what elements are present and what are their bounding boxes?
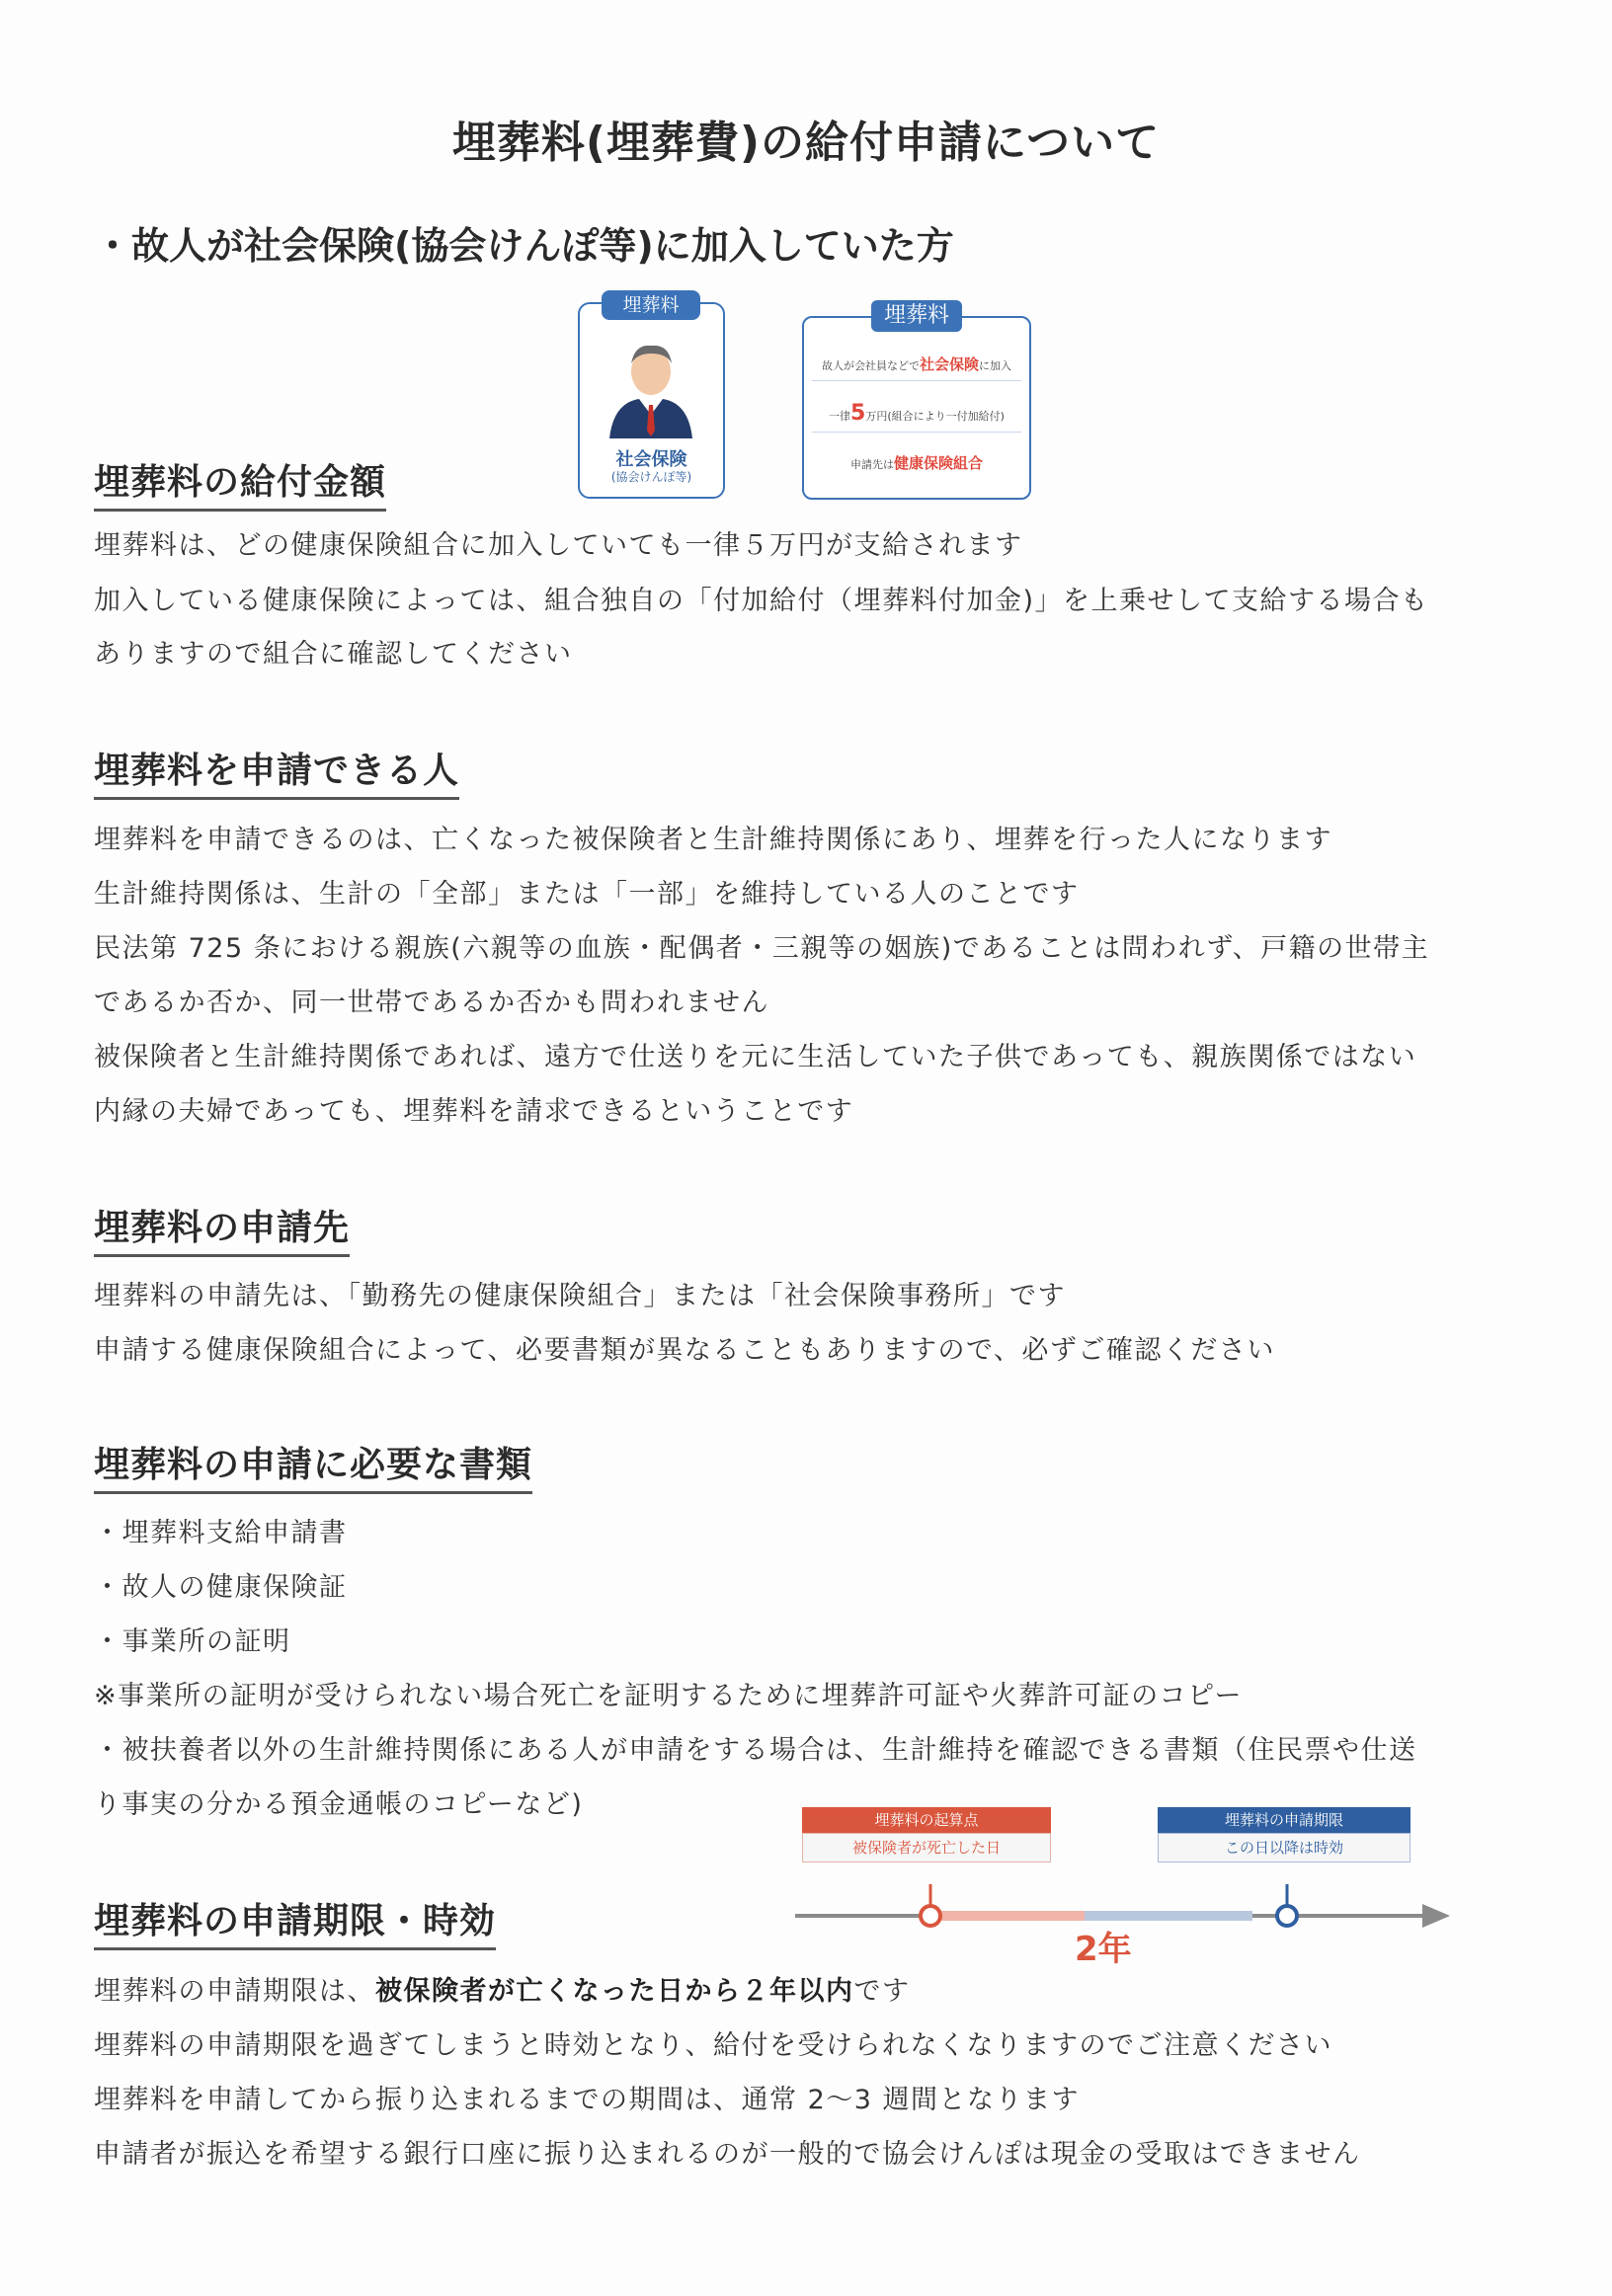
- deadline-line-4: 申請者が振込を希望する銀行口座に振り込まれるのが一般的で協会けんぽは現金の受取はできません: [94, 2139, 1361, 2170]
- applicant-line-5: 被保険者と生計維持関係であれば、遠方で仕送りを元に生活していた子供であっても、親族関係ではない: [94, 1042, 1417, 1072]
- heading-amount: 埋葬料の給付金額: [94, 454, 386, 512]
- amount-line-3: ありますので組合に確認してください: [94, 639, 573, 670]
- documents-line-6: り事実の分かる預金通帳のコピーなど): [94, 1789, 584, 1820]
- deadline-line-3: 埋葬料を申請してから振り込まれるまでの期間は、通常 2～3 週間となります: [94, 2085, 1081, 2115]
- destination-line-1: 埋葬料の申請先は、「勤務先の健康保険組合」または「社会保険事務所」です: [94, 1281, 1066, 1311]
- amount-line-2: 加入している健康保険によっては、組合独自の「付加給付（埋葬料付加金)」を上乗せして支給する場合も: [94, 586, 1429, 616]
- card1-sub: (協会けんぽ等): [610, 470, 692, 484]
- timeline-start-marker: [921, 1906, 940, 1926]
- timeline-end-box: [1158, 1807, 1410, 1862]
- documents-line-2: ・故人の健康保険証: [94, 1572, 348, 1603]
- applicant-line-1: 埋葬料を申請できるのは、亡くなった被保険者と生計維持関係にあり、埋葬を行った人になります: [94, 825, 1332, 855]
- timeline-start-sub: 被保険者が死亡した日: [802, 1833, 1051, 1862]
- applicant-line-4: であるか否か、同一世帯であるか否かも問われません: [94, 988, 769, 1018]
- heading-destination: 埋葬料の申請先: [94, 1200, 350, 1257]
- timeline-period: 2年: [1075, 1930, 1132, 1969]
- documents-line-5: ・被扶養者以外の生計維持関係にある人が申請をする場合は、生計維持を確認できる書類（住民票や仕送: [94, 1735, 1417, 1766]
- documents-line-3: ・事業所の証明: [94, 1626, 291, 1657]
- card1-tag: 埋葬料: [602, 290, 700, 320]
- heading-documents: 埋葬料の申請に必要な書類: [94, 1437, 532, 1494]
- card1-label: 社会保険: [615, 449, 687, 470]
- applicant-line-6: 内縁の夫婦であっても、埋葬料を請求できるということです: [94, 1096, 854, 1127]
- timeline-start-box: [802, 1807, 1051, 1862]
- documents-line-4: ※事業所の証明が受けられない場合死亡を証明するために埋葬許可証や火葬許可証のコピー: [94, 1681, 1244, 1711]
- deadline-emphasis: 被保険者が亡くなった日から２年以内: [375, 1976, 854, 2007]
- deadline-line-1: 埋葬料の申請期限は、被保険者が亡くなった日から２年以内です: [94, 1976, 911, 2007]
- timeline-end-sub: この日以降は時効: [1158, 1833, 1410, 1862]
- documents-line-1: ・埋葬料支給申請書: [94, 1518, 348, 1548]
- intro-line: ・故人が社会保険(協会けんぽ等)に加入していた方: [94, 224, 954, 268]
- timeline-start-title: 埋葬料の起算点: [802, 1807, 1051, 1833]
- destination-line-2: 申請する健康保険組合によって、必要書類が異なることもありますので、必ずご確認ください: [94, 1335, 1275, 1366]
- card2-row-2: 一律5万円(組合により一付加給付): [812, 401, 1021, 433]
- timeline-end-title: 埋葬料の申請期限: [1158, 1807, 1410, 1833]
- heading-deadline: 埋葬料の申請期限・時効: [94, 1893, 496, 1950]
- page-title: 埋葬料(埋葬費)の給付申請について: [451, 118, 1161, 168]
- applicant-line-3: 民法第 725 条における親族(六親等の血族・配偶者・三親等の姻族)であることは問われず、戸籍の世帯主: [94, 933, 1430, 964]
- card2-row-3: 申請先は健康保険組合: [849, 454, 983, 472]
- card2-row-1: 故人が会社員などで社会保険に加入: [812, 354, 1021, 381]
- heading-applicant: 埋葬料を申請できる人: [94, 743, 459, 800]
- insurance-card-info: [802, 303, 1031, 500]
- card2-tag: 埋葬料: [871, 300, 962, 332]
- person-icon: [580, 320, 723, 458]
- timeline-end-marker: [1277, 1906, 1297, 1926]
- insurance-card-person: [578, 294, 725, 499]
- amount-line-1: 埋葬料は、どの健康保険組合に加入していても一律５万円が支給されます: [94, 530, 1023, 561]
- applicant-line-2: 生計維持関係は、生計の「全部」または「一部」を維持している人のことです: [94, 879, 1080, 910]
- deadline-line-2: 埋葬料の申請期限を過ぎてしまうと時効となり、給付を受けられなくなりますのでご注意ください: [94, 2030, 1332, 2061]
